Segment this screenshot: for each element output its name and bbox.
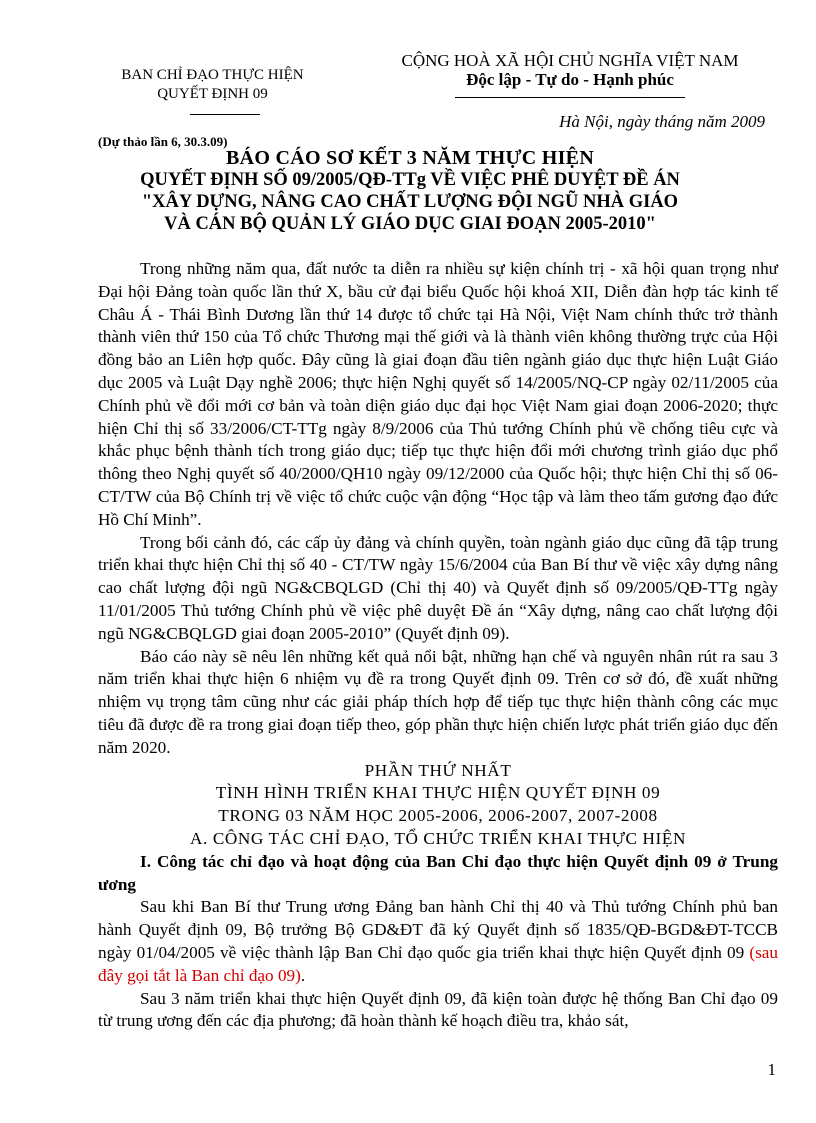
national-motto: Độc lập - Tự do - Hạnh phúc	[466, 70, 674, 89]
section-1-heading: I. Công tác chỉ đạo và hoạt động của Ban Chỉ đạo thực hiện Quyết định 09 ở Trung ương	[98, 851, 778, 894]
paragraph-2: Trong bối cảnh đó, các cấp ủy đảng và chính quyền, toàn ngành giáo dục cũng đã tập trung triển khai thực hiện Chỉ thị số 40 - CT/TW ngày 15/6/2004 của Ban Bí thư về việc xây dựng nâng cao chất lượng đội ngũ NG&CBQLGD (Chỉ thị 40) và Quyết định số 09/2005/QĐ-TTg ngày 11/01/2005 Thủ tướng Chính phủ về việc phê duyệt Đề án “Xây dựng, nâng cao chất lượng đội ngũ NG&CBQLGD giai đoạn 2005-2010” (Quyết định 09).	[98, 532, 778, 643]
document-title	[90, 147, 730, 235]
title-line-4: VÀ CÁN BỘ QUẢN LÝ GIÁO DỤC GIAI ĐOẠN 2005-2010"	[164, 214, 656, 234]
paragraph-1: Trong những năm qua, đất nước ta diễn ra nhiều sự kiện chính trị - xã hội quan trọng như Đại hội Đảng toàn quốc lần thứ X, bầu cử đại biểu Quốc hội khoá XII, Diễn đàn hợp tác kinh tế Châu Á - Thái Bình Dương lần thứ 14 được tổ chức tại Hà Nội, Việt Nam chính thức trở thành thành viên thứ 150 của Tổ chức Thương mại thế giới và là thành viên không thường trực của Hội đồng bảo an Liên hợp quốc. Đây cũng là giai đoạn đầu tiên ngành giáo dục thực hiện Luật Giáo dục 2005 và Luật Dạy nghề 2006; thực hiện Nghị quyết số 14/2005/NQ-CP ngày 02/11/2005 của Chính phủ về đổi mới cơ bản và toàn diện giáo dục đại học Việt Nam giai đoạn 2006-2020; thực hiện Chỉ thị số 33/2006/CT-TTg ngày 8/9/2006 của Thủ tướng Chính phủ về chống tiêu cực và khắc phục bệnh thành tích trong giáo dục; tiếp tục thực hiện đổi mới chương trình giáo dục phổ thông theo Nghị quyết số 40/2000/QH10 ngày 09/12/2000 của Quốc hội; thực hiện Chỉ thị số 06-CT/TW của Bộ Chính trị về việc tổ chức cuộc vận động “Học tập và làm theo tấm gương đạo đức Hồ Chí Minh”.	[98, 259, 778, 529]
title-line-3: "XÂY DỰNG, NÂNG CAO CHẤT LƯỢNG ĐỘI NGŨ NHÀ GIÁO	[141, 192, 679, 212]
org-line-1: BAN CHỈ ĐẠO THỰC HIỆN	[121, 67, 304, 83]
paragraph-4	[98, 896, 778, 987]
paragraph-3: Báo cáo này sẽ nêu lên những kết quả nổi bật, những hạn chế và nguyên nhân rút ra sau 3 năm triển khai thực hiện 6 nhiệm vụ đề ra trong Quyết định 09. Trên cơ sở đó, đề xuất những nhiệm vụ trọng tâm cũng như các giải pháp thích hợp để tiếp tục thực hiện thành công các mục tiêu đã được đề ra trong giai đoạn tiếp theo, góp phần thực hiện chiến lược phát triển giáo dục đến năm 2020.	[98, 646, 778, 757]
paragraph-4-text: Sau khi Ban Bí thư Trung ương Đảng ban hành Chỉ thị 40 và Thủ tướng Chính phủ ban hành Quyết định 09, Bộ trưởng Bộ GD&ĐT đã ký Quyết định số 1835/QĐ-BGD&ĐT-TCCB ngày 01/04/2005 về việc thành lập Ban Chỉ đạo quốc gia triển khai thực hiện Quyết định 09	[98, 897, 778, 962]
part-title-1: TÌNH HÌNH TRIỂN KHAI THỰC HIỆN QUYẾT ĐỊNH 09	[215, 783, 661, 803]
highlighted-note: (sau đây gọi tắt là Ban chỉ đạo 09)	[98, 942, 778, 985]
org-underline	[190, 114, 260, 115]
part-title-2: TRONG 03 NĂM HỌC 2005-2006, 2006-2007, 2007-2008	[218, 806, 658, 826]
document-date: Hà Nội, ngày tháng năm 2009	[559, 112, 765, 131]
country-name: CỘNG HOÀ XÃ HỘI CHỦ NGHĨA VIỆT NAM	[401, 51, 739, 70]
section-a-heading: A. CÔNG TÁC CHỈ ĐẠO, TỔ CHỨC TRIỂN KHAI THỰC HIỆN	[190, 828, 686, 848]
paragraph-4-end: .	[300, 965, 306, 985]
paragraph-5: Sau 3 năm triển khai thực hiện Quyết định 09, đã kiện toàn được hệ thống Ban Chỉ đạo 09 từ trung ương đến các địa phương; đã hoàn thành kế hoạch điều tra, khảo sát,	[98, 988, 778, 1031]
part-heading: PHẦN THỨ NHẤT	[364, 760, 512, 780]
document-body	[98, 258, 778, 1033]
issuing-organization	[90, 66, 335, 104]
motto-underline	[455, 97, 685, 98]
title-line-1: BÁO CÁO SƠ KẾT 3 NĂM THỰC HIỆN	[225, 147, 595, 169]
org-line-2: QUYẾT ĐỊNH 09	[157, 86, 268, 102]
title-line-2: QUYẾT ĐỊNH SỐ 09/2005/QĐ-TTg VỀ VIỆC PHÊ DUYỆT ĐỀ ÁN	[140, 170, 680, 190]
page-number: 1	[767, 1060, 776, 1079]
draft-note: (Dự thảo lần 6, 30.3.09)	[98, 134, 228, 149]
